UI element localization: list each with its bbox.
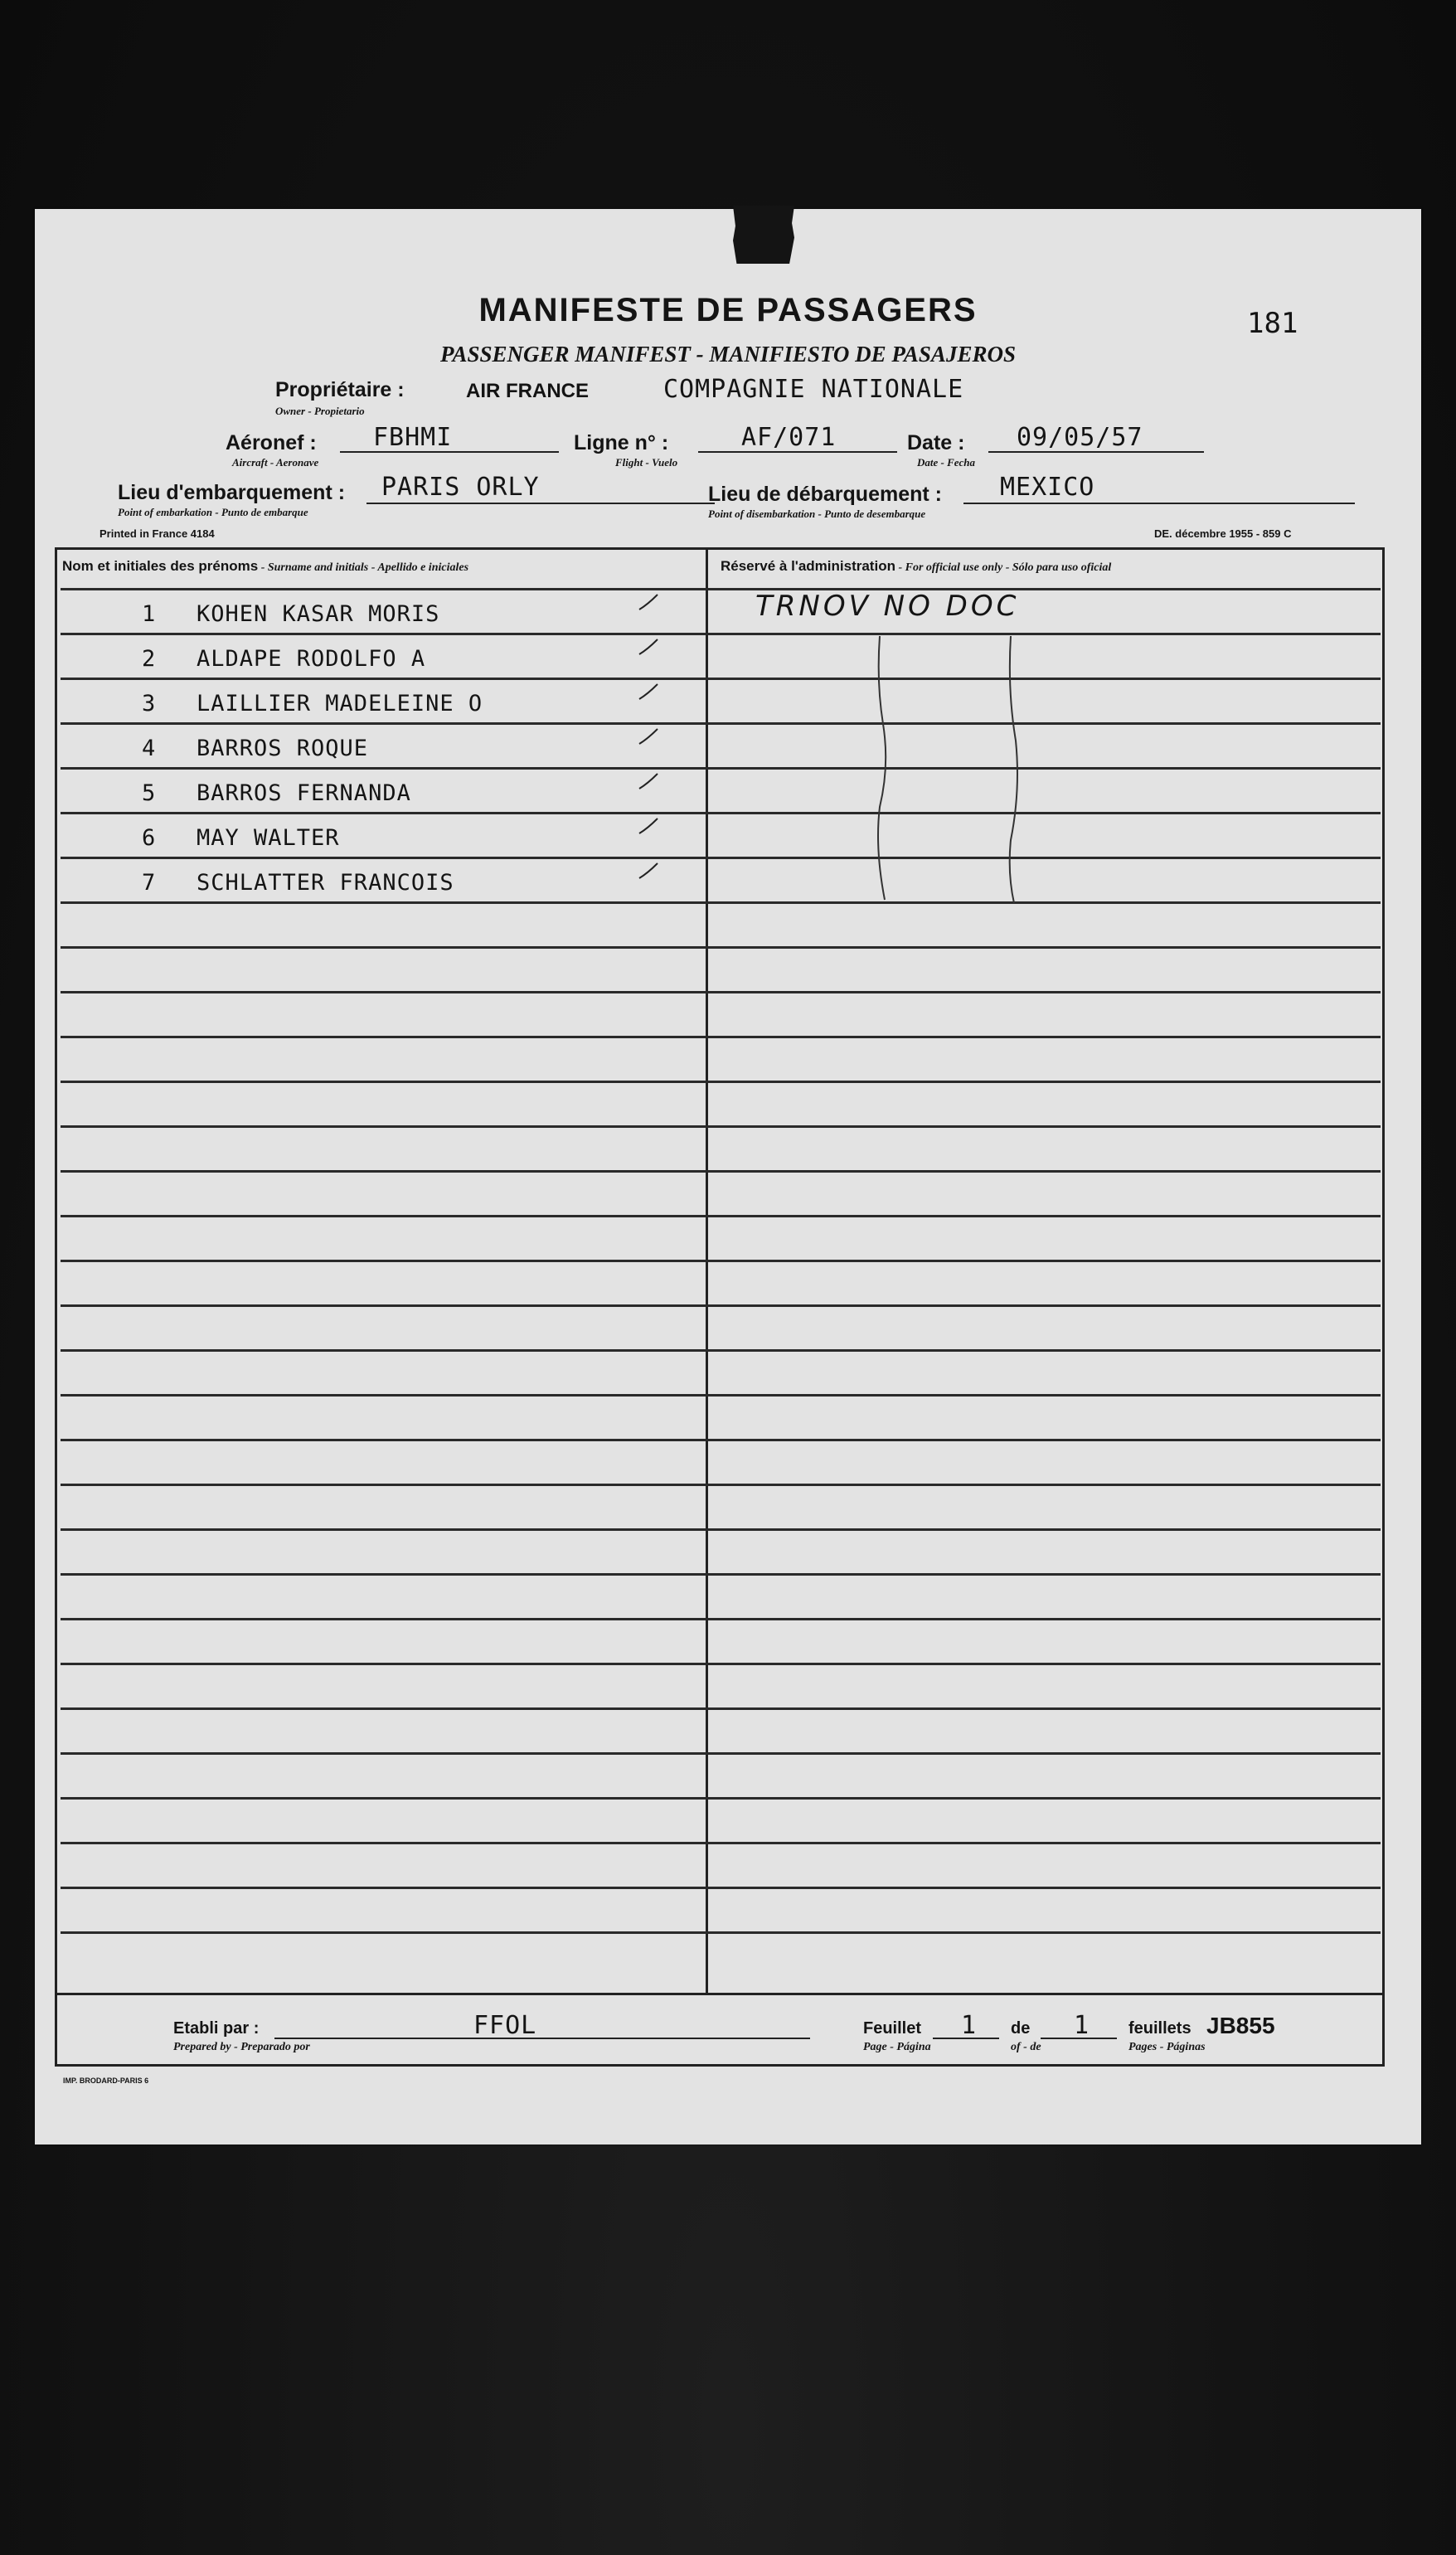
passenger-number: 6 (142, 825, 157, 851)
prepared-sublabel: Prepared by - Preparado por (173, 2041, 310, 2053)
passenger-name: SCHLATTER FRANCOIS (197, 870, 454, 896)
aircraft-value: FBHMI (373, 423, 453, 452)
disembarkation-value: MEXICO (1000, 473, 1095, 502)
manifest-sheet (35, 209, 1421, 2145)
table-rule-line (61, 1842, 1381, 1844)
sheet-label: Feuillet (863, 2019, 922, 2038)
passenger-table (55, 547, 1385, 2067)
date-label: Date : (907, 431, 965, 454)
prepared-value: FFOL (473, 2011, 537, 2040)
of-value: 1 (1074, 2011, 1090, 2040)
table-rule-line (61, 1663, 1381, 1665)
table-rule-line (61, 1707, 1381, 1710)
passenger-number: 1 (142, 601, 157, 627)
column-header-admin (721, 558, 1111, 575)
table-rule-line (61, 1528, 1381, 1531)
date-value: 09/05/57 (1017, 423, 1143, 452)
passenger-name: BARROS FERNANDA (197, 780, 411, 806)
table-rule-line (61, 722, 1381, 725)
imprint: IMP. BRODARD-PARIS 6 (63, 2077, 149, 2085)
passenger-number: 3 (142, 691, 157, 716)
admin-note: TRNOV NO DOC (755, 590, 1020, 623)
passenger-number: 5 (142, 780, 157, 806)
prepared-underline (274, 2038, 810, 2039)
owner-value-typed: COMPAGNIE NATIONALE (663, 375, 964, 404)
table-rule-line (61, 588, 1381, 590)
print-info-left: Printed in France 4184 (99, 527, 215, 540)
table-rule-line (61, 1439, 1381, 1441)
owner-label: Propriétaire : (275, 378, 405, 401)
of-sublabel: of - de (1011, 2041, 1041, 2053)
passenger-name: LAILLIER MADELEINE O (197, 691, 483, 716)
owner-sublabel: Owner - Propietario (275, 405, 365, 417)
embarkation-underline (366, 503, 715, 504)
table-rule-line (61, 1125, 1381, 1128)
table-rule-line (61, 857, 1381, 859)
punched-notch (733, 206, 794, 264)
table-rule-line (61, 1349, 1381, 1352)
table-rule-line (61, 991, 1381, 993)
table-rule-line (61, 1797, 1381, 1800)
table-rule-line (61, 1752, 1381, 1755)
check-mark (638, 638, 659, 658)
reference-code: JB855 (1206, 2013, 1275, 2038)
check-mark (638, 593, 659, 613)
table-rule-line (61, 1931, 1381, 1934)
table-rule-line (61, 1484, 1381, 1486)
passenger-number: 2 (142, 646, 157, 672)
check-mark (638, 817, 659, 837)
owner-value-printed: AIR FRANCE (466, 380, 589, 402)
table-rule-line (61, 1215, 1381, 1217)
document-subtitle: PASSENGER MANIFEST - MANIFIESTO DE PASAJEROS (440, 342, 1016, 367)
table-footer-line (57, 1993, 1382, 1995)
passenger-name: BARROS ROQUE (197, 736, 369, 761)
print-info-right: DE. décembre 1955 - 859 C (1154, 527, 1292, 540)
table-rule-line (61, 1573, 1381, 1576)
flight-value: AF/071 (741, 423, 837, 452)
document-title: MANIFESTE DE PASSAGERS (478, 292, 978, 328)
check-mark (638, 727, 659, 747)
table-rule-line (61, 633, 1381, 635)
passenger-number: 7 (142, 870, 157, 896)
prepared-label: Etabli par : (173, 2019, 260, 2038)
aircraft-label: Aéronef : (226, 431, 317, 454)
table-rule-line (61, 901, 1381, 904)
table-rule-line (61, 678, 1381, 680)
passenger-name: KOHEN KASAR MORIS (197, 601, 440, 627)
date-sublabel: Date - Fecha (917, 456, 976, 469)
disembarkation-underline (963, 503, 1355, 504)
table-rule-line (61, 1036, 1381, 1038)
column-divider (706, 550, 708, 1993)
table-rule-line (61, 812, 1381, 814)
flight-sublabel: Flight - Vuelo (615, 456, 678, 469)
check-mark (638, 862, 659, 882)
aircraft-sublabel: Aircraft - Aeronave (232, 456, 319, 469)
column-header-names-sub: - Surname and initials - Apellido e iniciales (258, 561, 469, 574)
column-header-names (62, 558, 468, 575)
embarkation-value: PARIS ORLY (381, 473, 540, 502)
sheet-sublabel: Page - Página (863, 2041, 931, 2053)
column-header-admin-main: Réservé à l'administration (721, 558, 895, 574)
sheet-value: 1 (961, 2011, 978, 2040)
of-label: de (1011, 2019, 1031, 2038)
check-mark (638, 772, 659, 792)
table-rule-line (61, 1170, 1381, 1173)
ditto-marks (803, 633, 1069, 906)
table-rule-line (61, 1394, 1381, 1397)
table-rule-line (61, 1887, 1381, 1889)
disembarkation-sublabel: Point of disembarkation - Punto de desembarque (708, 508, 926, 520)
table-rule-line (61, 1260, 1381, 1262)
table-rule-line (61, 1304, 1381, 1307)
column-header-names-main: Nom et initiales des prénoms (62, 558, 259, 574)
embarkation-label: Lieu d'embarquement : (118, 481, 346, 504)
passenger-name: MAY WALTER (197, 825, 340, 851)
table-rule-line (61, 946, 1381, 949)
check-mark (638, 682, 659, 702)
embarkation-sublabel: Point of embarkation - Punto de embarque (118, 506, 308, 518)
table-rule-line (61, 1618, 1381, 1620)
passenger-number: 4 (142, 736, 157, 761)
page-number: 181 (1247, 307, 1298, 340)
sheets-label: feuillets (1128, 2019, 1191, 2038)
passenger-name: ALDAPE RODOLFO A (197, 646, 426, 672)
table-rule-line (61, 1081, 1381, 1083)
sheets-sublabel: Pages - Páginas (1128, 2041, 1206, 2053)
disembarkation-label: Lieu de débarquement : (708, 483, 942, 506)
column-header-admin-sub: - For official use only - Sólo para uso oficial (895, 561, 1112, 574)
flight-label: Ligne n° : (574, 431, 669, 454)
table-rule-line (61, 767, 1381, 770)
